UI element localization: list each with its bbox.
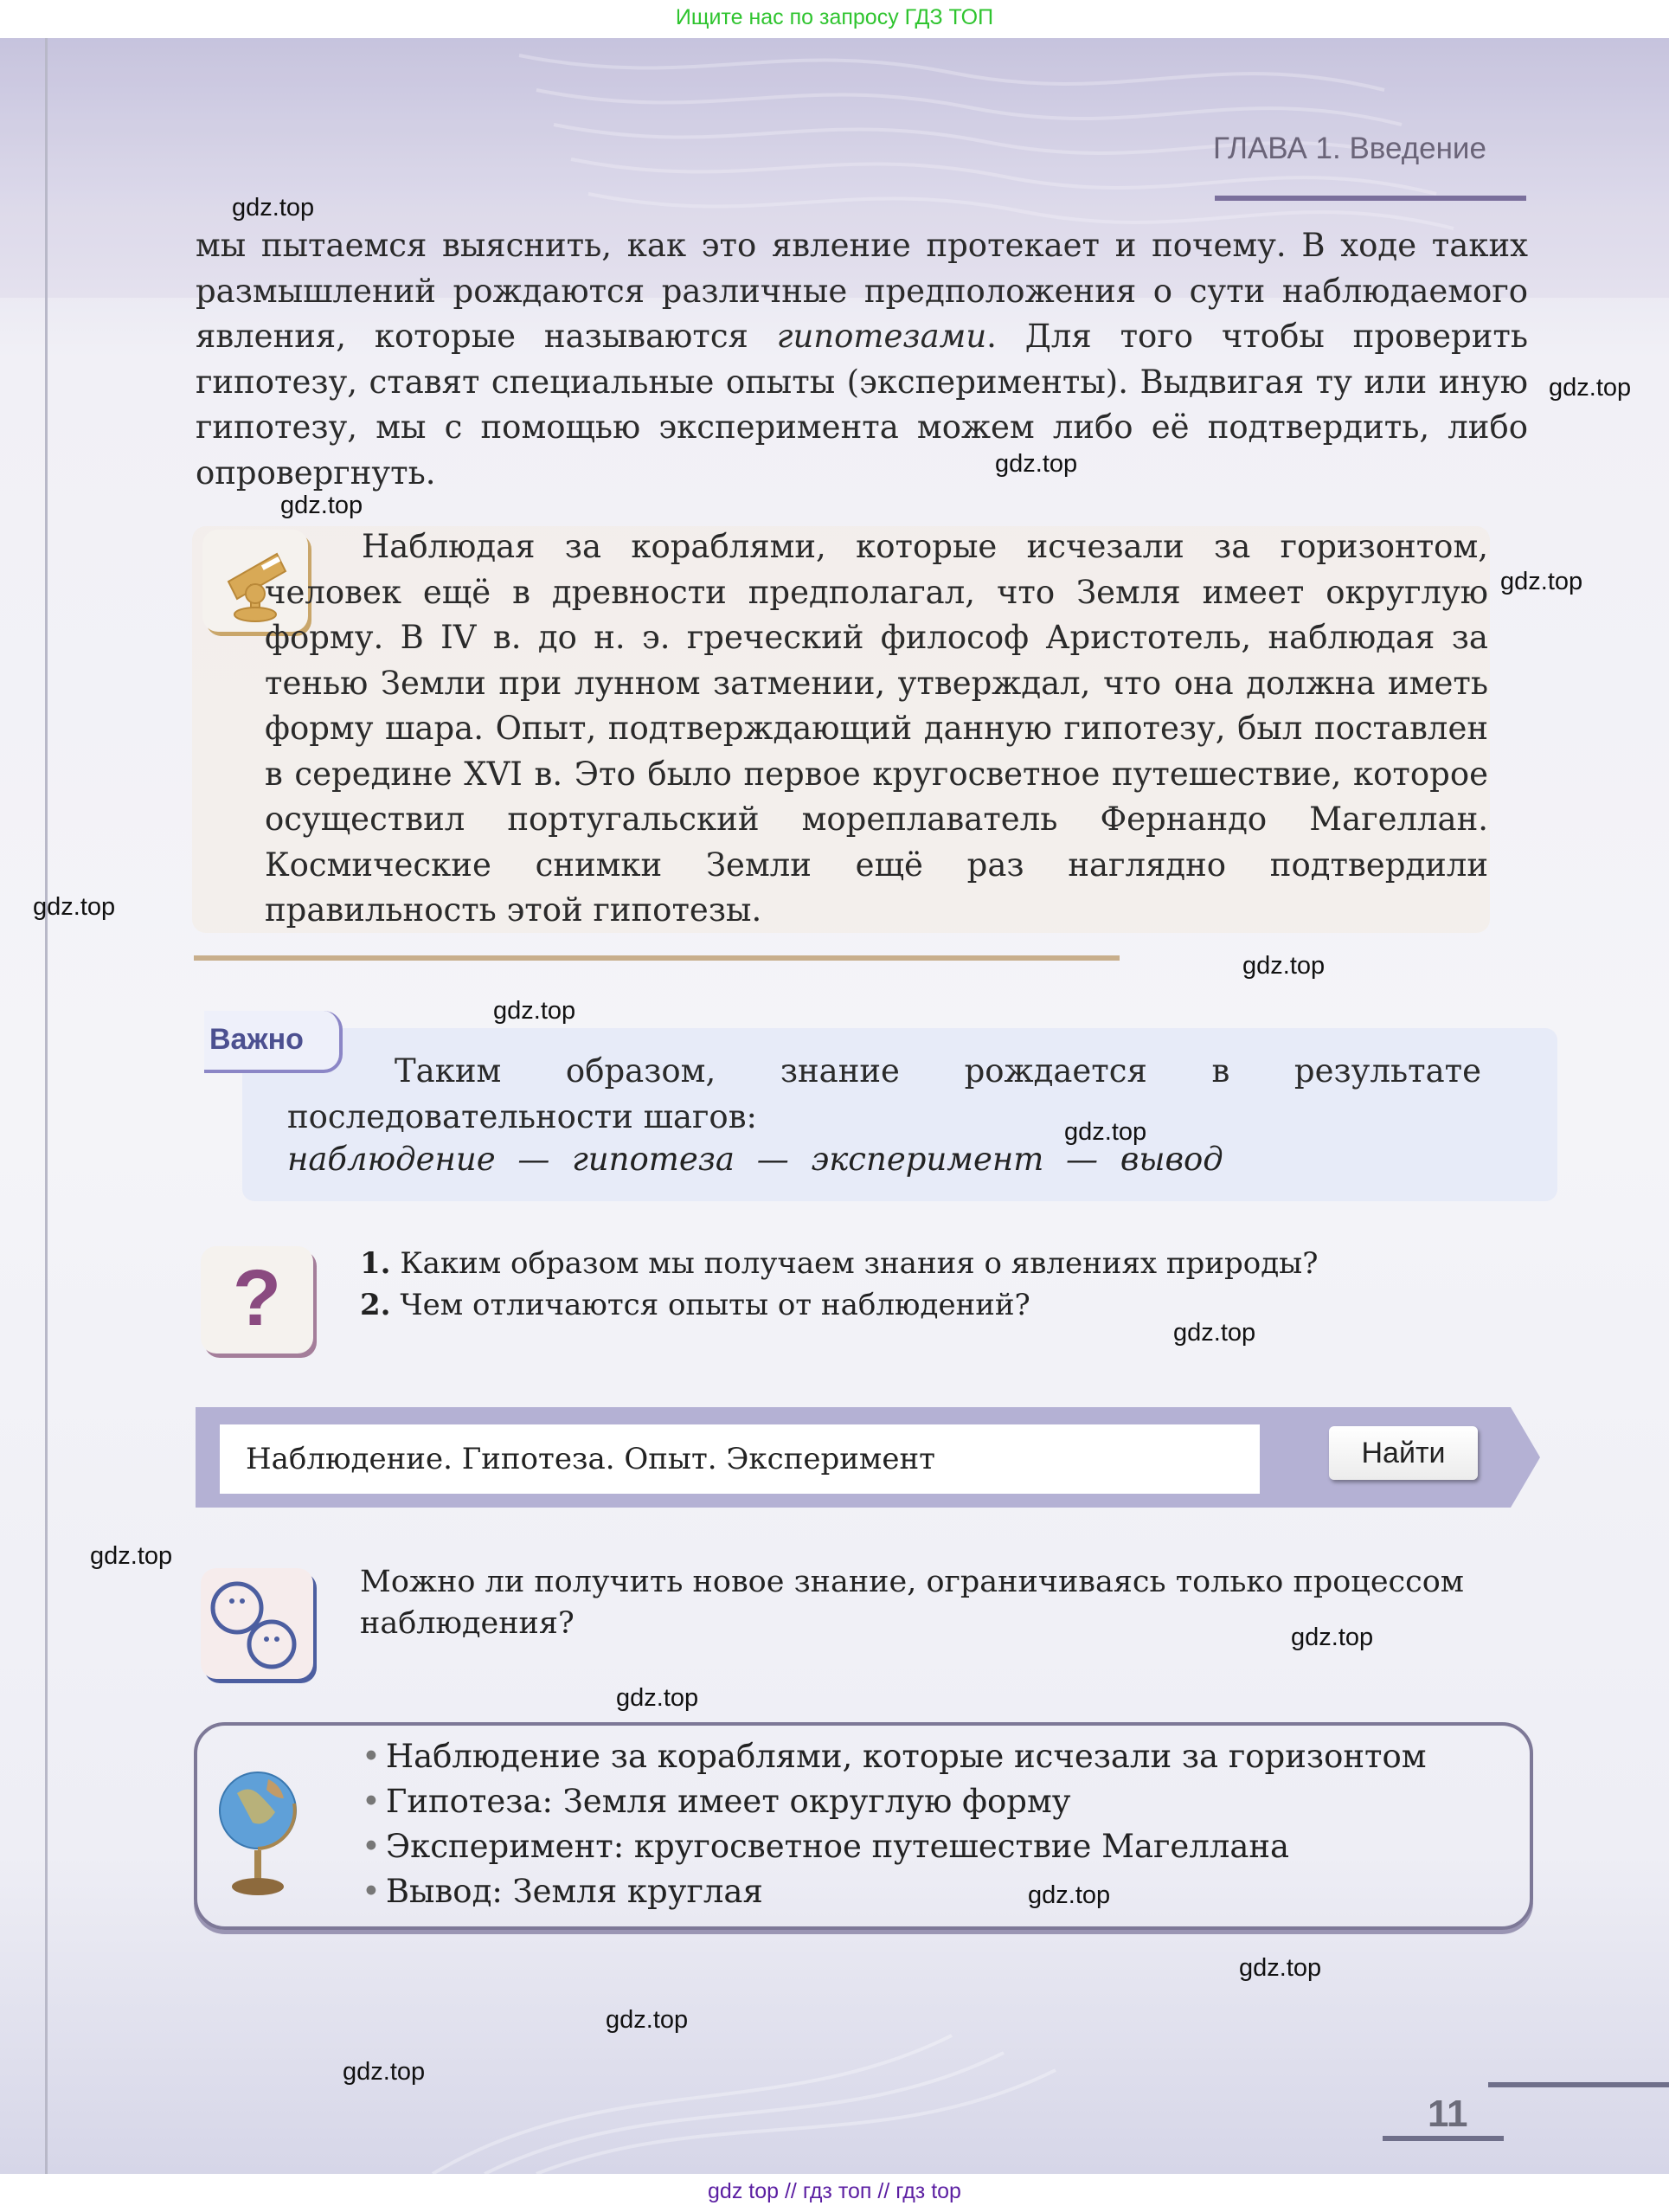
watermark: gdz.top xyxy=(606,2006,689,2034)
observation-text: Наблюдая за кораблями, которые исчезали за горизонтом, человек ещё в древности предполагал, что Земля имеет округлую форму. В IV в. до н. э. греческий философ Аристотель, наблюдая за тенью Земли при лунном затмении, утверждал, что она должна иметь форму шара. Опыт, подтверждающий данную гипотезу, был поставлен в середине XVI в. Это было первое кругосветное путешествие, которое осуществил португальский мореплаватель Фернандо Магеллан. Космические снимки Земли ещё раз наглядно подтвердили правильность этой гипотезы. xyxy=(265,528,1488,929)
intro-paragraph: мы пытаемся выяснить, как это явление протекает и почему. В ходе таких размышлений рождаются различные предположения о сути наблюдаемого явления, которые называются гипотезами. Для того чтобы проверить гипотезу, ставят специальные опыты (эксперименты). Выдвигая ту или иную гипотезу, мы с помощью эксперимента можем либо её подтвердить, либо опровергнуть. xyxy=(196,227,1528,492)
watermark: gdz.top xyxy=(1291,1624,1374,1651)
watermark: gdz.top xyxy=(493,997,576,1025)
chapter-underline xyxy=(1215,196,1526,201)
question-item: 1. Каким образом мы получаем знания о явлениях природы? xyxy=(360,1246,1319,1281)
term-hypotheses: гипотезами xyxy=(776,318,987,355)
important-badge: Важно xyxy=(204,1011,343,1073)
thinking-faces-icon xyxy=(201,1568,313,1679)
watermark: gdz.top xyxy=(1173,1319,1256,1347)
watermark: gdz.top xyxy=(1239,1954,1322,1982)
page-number: 11 xyxy=(1428,2093,1468,2135)
summary-item: • Эксперимент: кругосветное путешествие Магеллана xyxy=(362,1824,1427,1869)
globe-icon xyxy=(215,1750,301,1906)
watermark: gdz.top xyxy=(33,893,116,921)
knowledge-chain: наблюдение — гипотеза — эксперимент — вывод xyxy=(287,1141,1223,1178)
page-spine xyxy=(45,38,48,2174)
summary-item: • Наблюдение за кораблями, которые исчезали за горизонтом xyxy=(362,1734,1427,1779)
summary-box xyxy=(194,1722,1533,1930)
watermark: gdz.top xyxy=(1500,568,1583,595)
watermark: gdz.top xyxy=(995,450,1078,478)
watermark: gdz.top xyxy=(90,1542,173,1570)
bottom-banner-text: gdz top // гдз топ // гдз top xyxy=(708,2179,961,2203)
watermark: gdz.top xyxy=(1064,1118,1147,1146)
page-number-line xyxy=(1383,2136,1504,2141)
important-text: Таким образом, знание рождается в результате последовательности шагов: xyxy=(287,1052,1481,1135)
question-item: 2. Чем отличаются опыты от наблюдений? xyxy=(360,1288,1030,1322)
watermark: gdz.top xyxy=(1028,1881,1111,1909)
page-number-line xyxy=(1488,2082,1669,2087)
questions-list xyxy=(360,1243,1318,1326)
search-bar-arrow xyxy=(1511,1407,1540,1508)
section-divider xyxy=(194,955,1120,961)
watermark: gdz.top xyxy=(232,194,315,222)
summary-list xyxy=(362,1734,1427,1914)
watermark: gdz.top xyxy=(1549,374,1632,402)
top-banner-text: Ищите нас по запросу ГДЗ ТОП xyxy=(675,5,994,29)
search-button[interactable]: Найти xyxy=(1329,1426,1478,1480)
bottom-banner xyxy=(0,2174,1669,2212)
top-banner xyxy=(0,0,1669,38)
chapter-header: ГЛАВА 1. Введение xyxy=(1213,132,1486,165)
watermark: gdz.top xyxy=(616,1684,699,1712)
summary-item: • Вывод: Земля круглая xyxy=(362,1869,1427,1914)
watermark: gdz.top xyxy=(1242,952,1326,980)
watermark: gdz.top xyxy=(343,2058,426,2086)
search-input[interactable]: Наблюдение. Гипотеза. Опыт. Эксперимент xyxy=(220,1424,1260,1494)
question-mark-icon: ? xyxy=(201,1246,313,1354)
watermark: gdz.top xyxy=(280,492,363,519)
think-question: Можно ли получить новое знание, ограничиваясь только процессом наблюдения? xyxy=(360,1565,1465,1641)
summary-item: • Гипотеза: Земля имеет округлую форму xyxy=(362,1779,1427,1824)
